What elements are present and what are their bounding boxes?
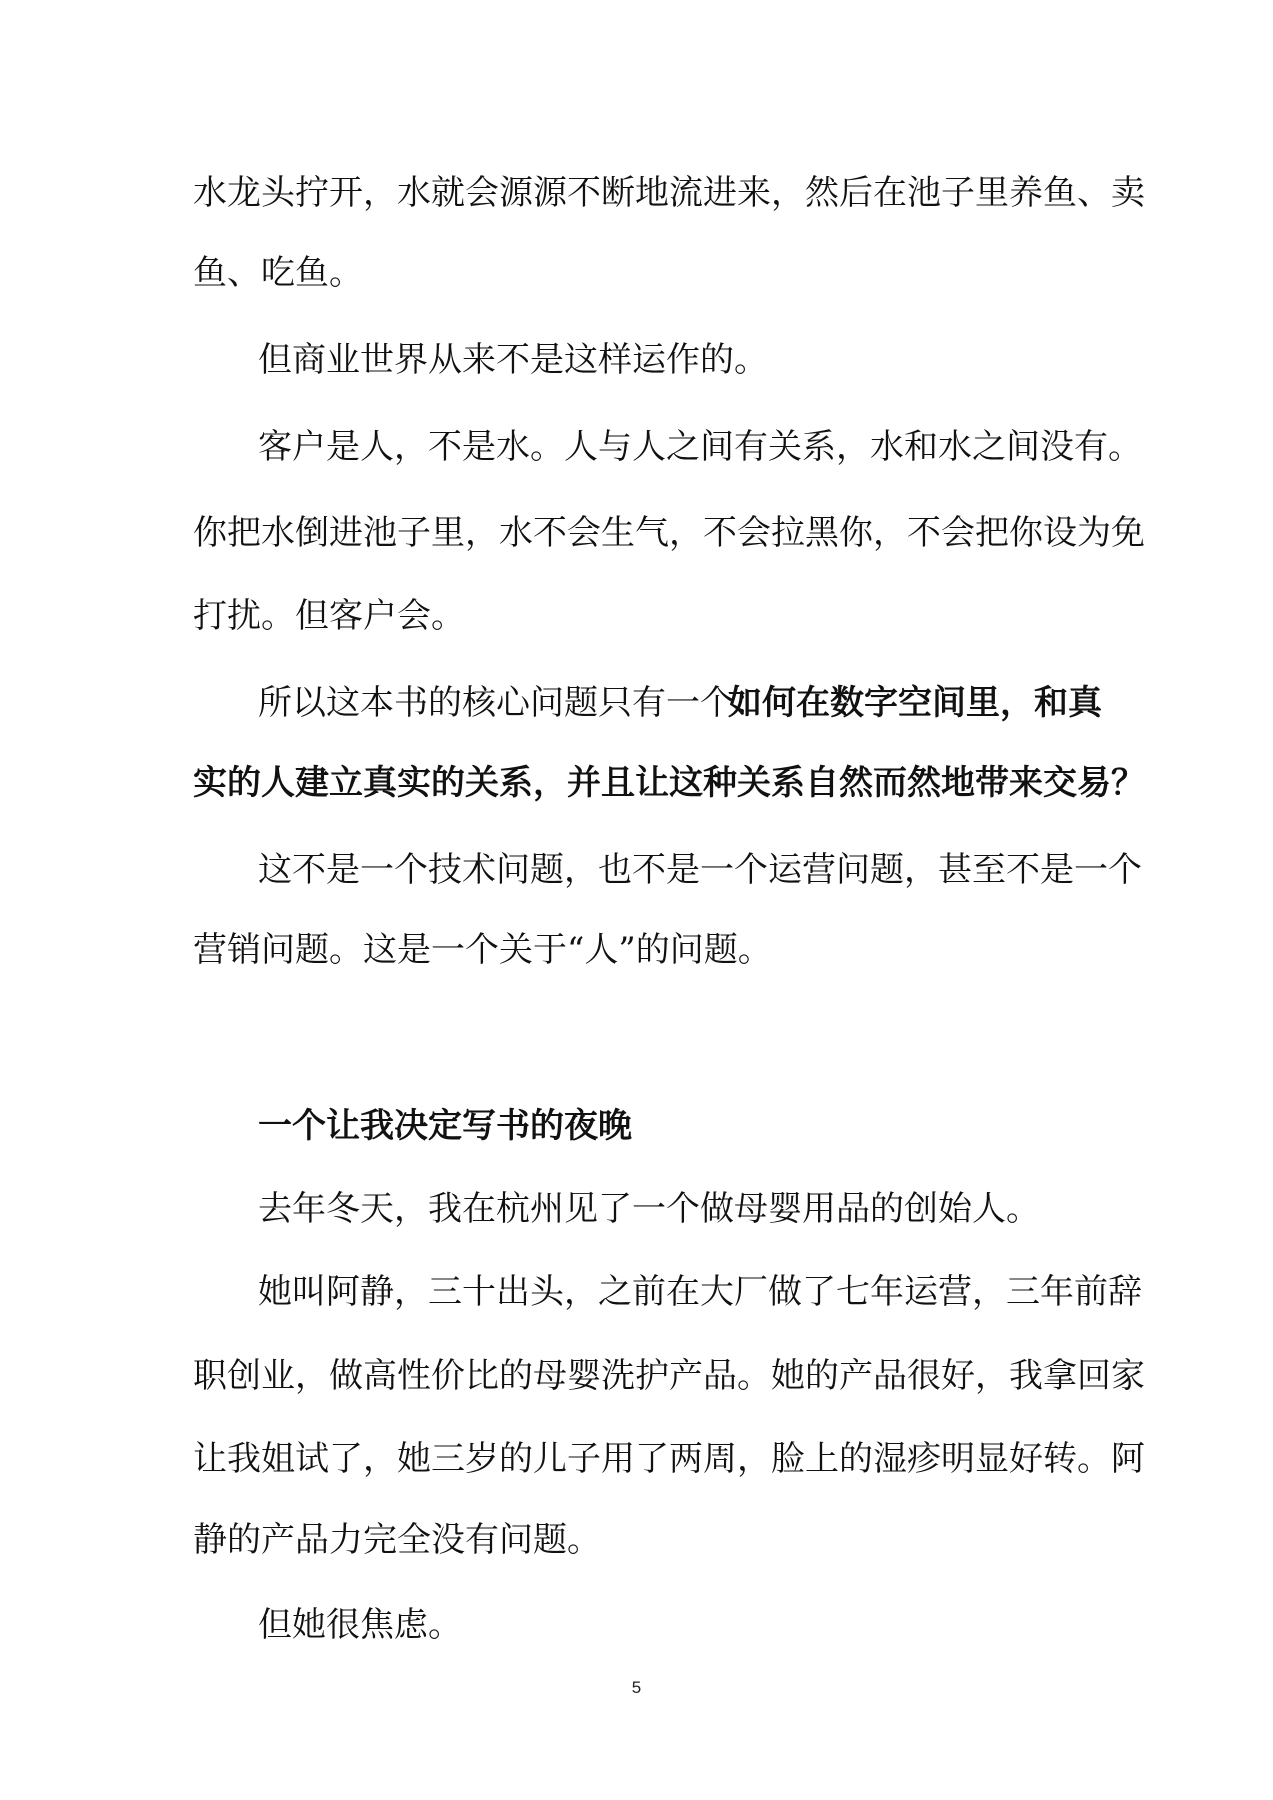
body-line: 你把水倒进池子里，水不会生气，不会拉黑你，不会把你设为免	[193, 513, 1145, 553]
body-paragraph-line: 她叫阿静，三十出头，之前在大厂做了七年运营，三年前辞	[258, 1272, 1142, 1312]
body-paragraph-line: 客户是人，不是水。人与人之间有关系，水和水之间没有。	[258, 427, 1142, 467]
body-paragraph-line: 但商业世界从来不是这样运作的。	[258, 340, 768, 380]
body-line: 营销问题。这是一个关于“人”的问题。	[193, 930, 772, 970]
body-line: 职创业，做高性价比的母婴洗护产品。她的产品很好，我拿回家	[193, 1356, 1145, 1396]
body-line: 水龙头拧开，水就会源源不断地流进来，然后在池子里养鱼、卖	[193, 173, 1145, 213]
emphasis-line: 实的人建立真实的关系，并且让这种关系自然而然地带来交易？	[193, 763, 1145, 803]
body-line: 静的产品力完全没有问题。	[193, 1520, 601, 1560]
body-paragraph-line: 但她很焦虑。	[258, 1605, 462, 1645]
emphasis-text: 如何在数字空间里，和真	[728, 683, 1102, 723]
body-line: 打扰。但客户会。	[193, 596, 465, 636]
body-line: 鱼、吃鱼。	[193, 253, 363, 293]
body-paragraph-line: 去年冬天，我在杭州见了一个做母婴用品的创始人。	[258, 1189, 1040, 1229]
body-paragraph-line: 这不是一个技术问题，也不是一个运营问题，甚至不是一个	[258, 850, 1142, 890]
body-paragraph-line: 所以这本书的核心问题只有一个： 如何在数字空间里，和真	[0, 676, 1273, 730]
body-line: 让我姐试了，她三岁的儿子用了两周，脸上的湿疹明显好转。阿	[193, 1439, 1145, 1479]
page-number: 5	[631, 1678, 642, 1697]
section-heading: 一个让我决定写书的夜晚	[258, 1106, 632, 1146]
